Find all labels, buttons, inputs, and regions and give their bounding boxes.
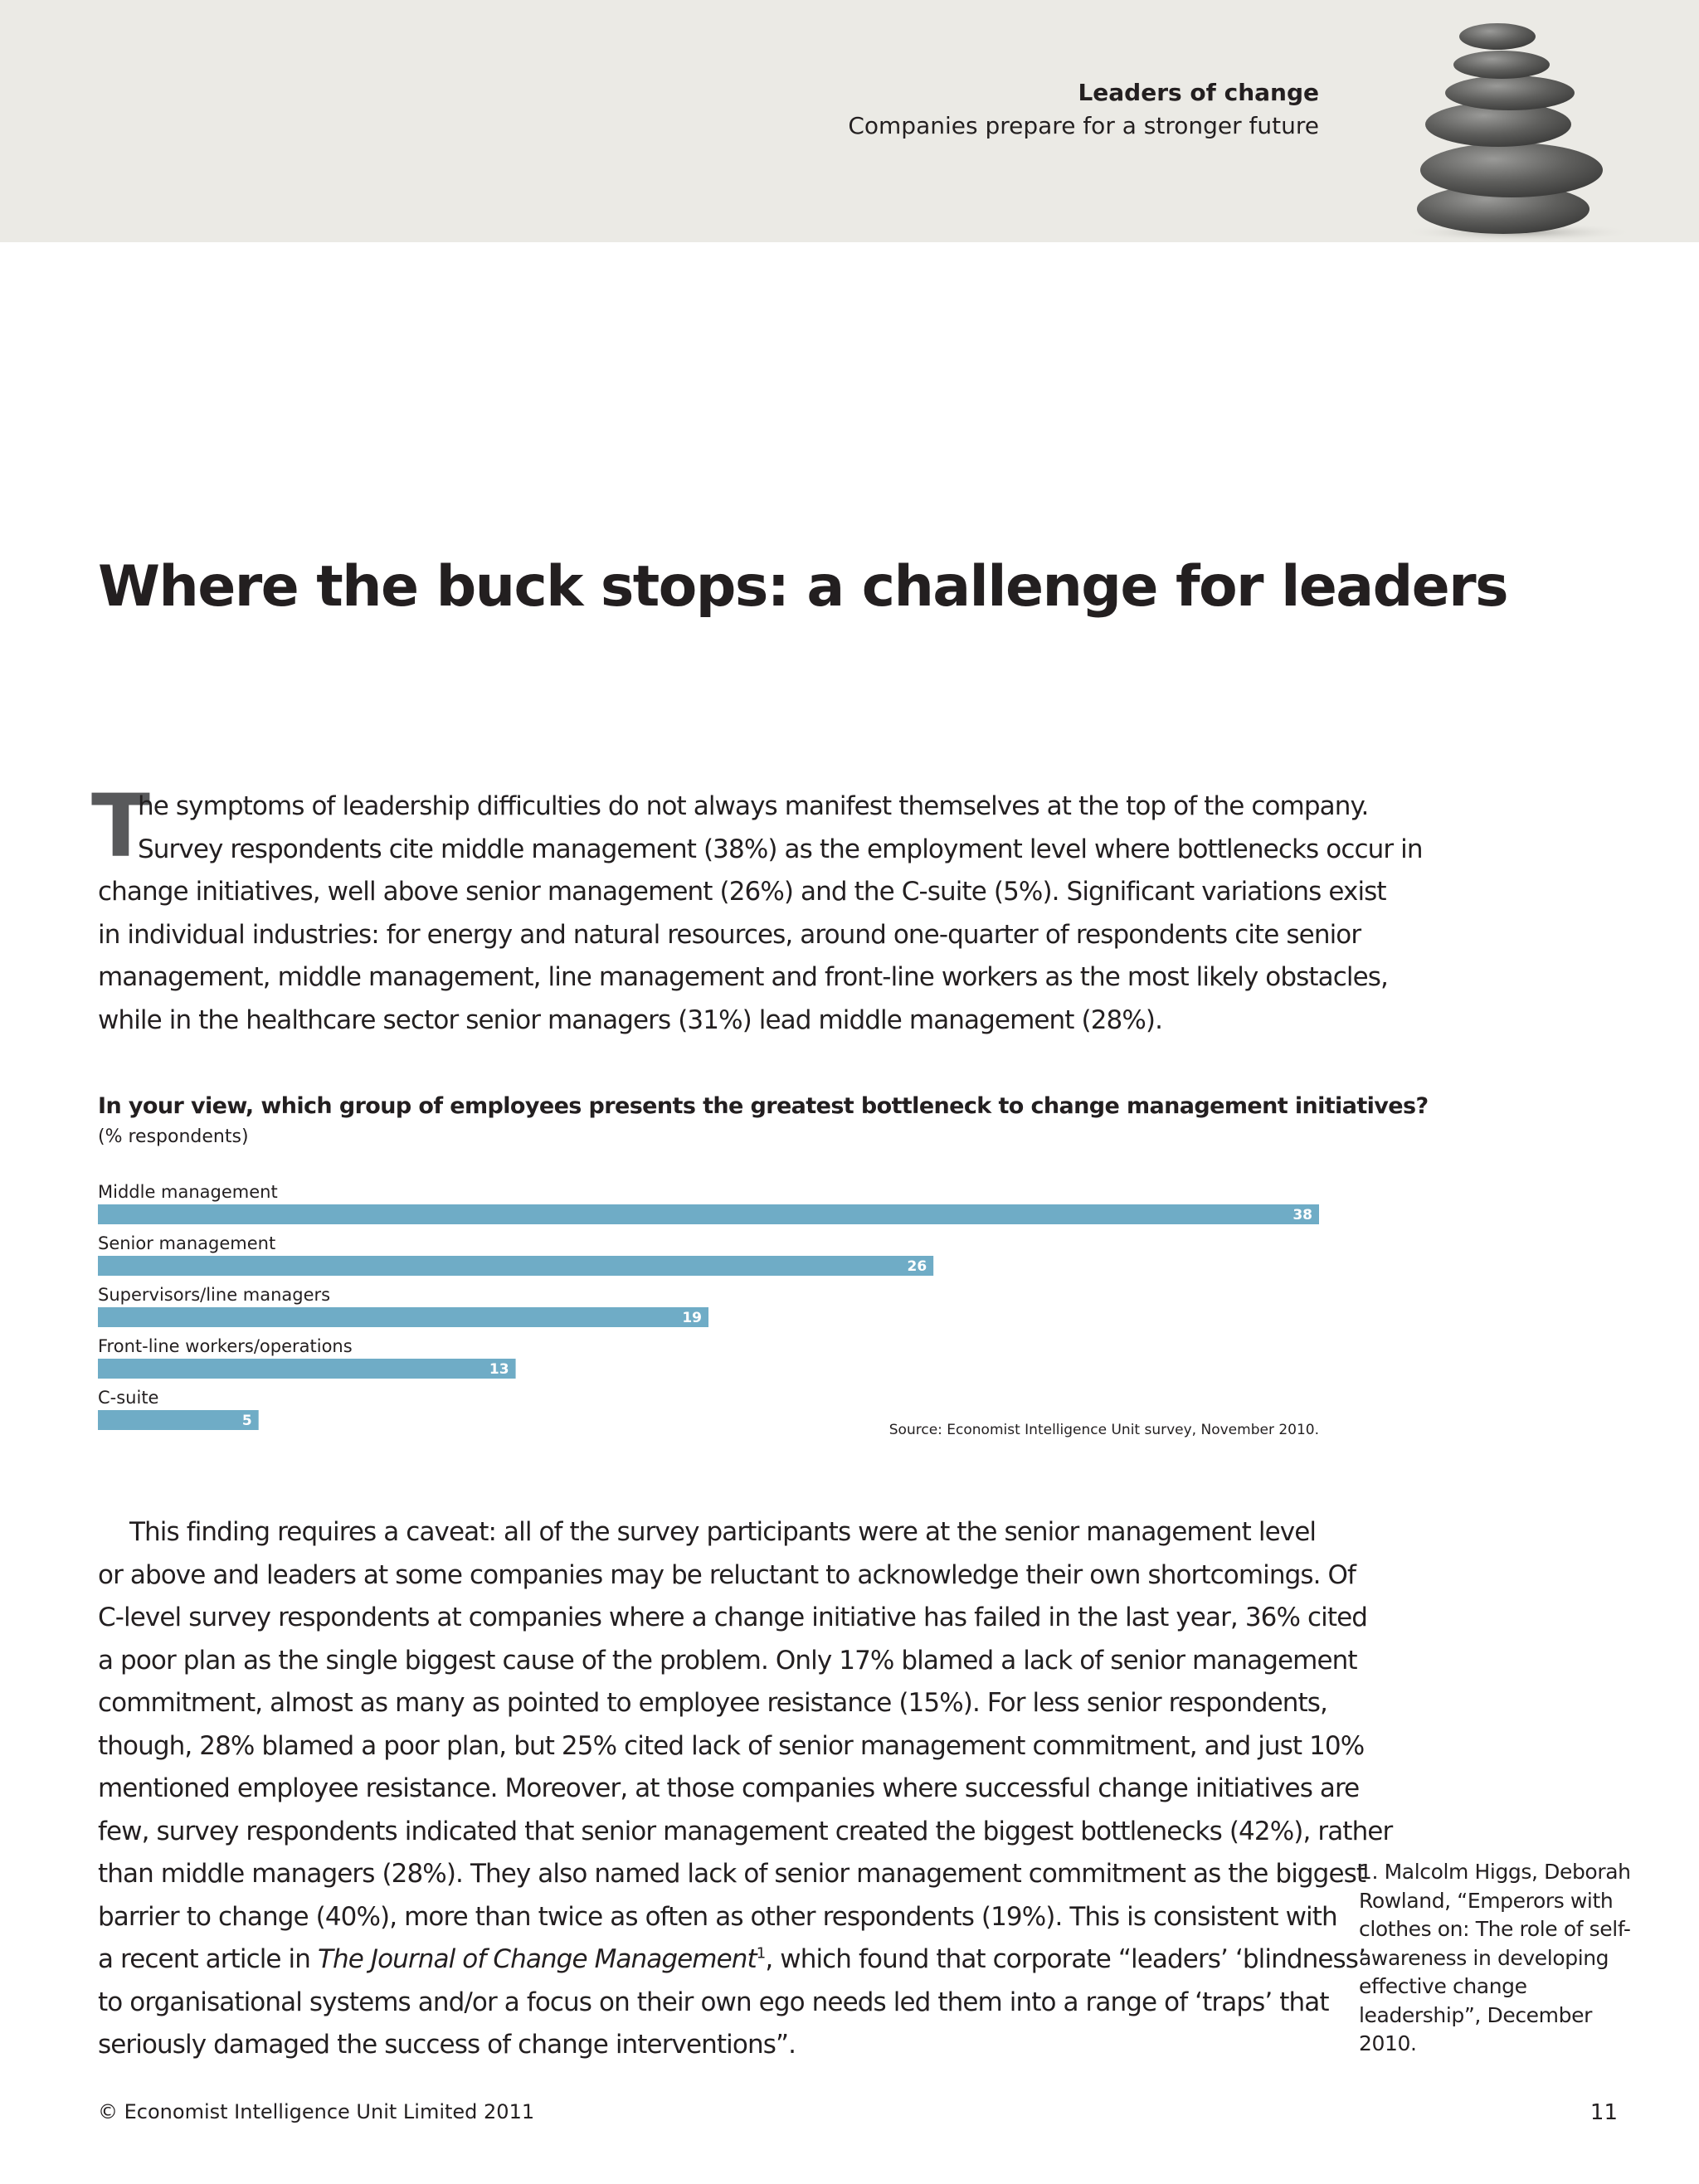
bar-category-label: C-suite — [98, 1388, 159, 1408]
running-header-subtitle: Companies prepare for a stronger future — [848, 112, 1319, 139]
bar — [98, 1204, 1319, 1224]
body-line: few, survey respondents indicated that senior management created the biggest bottlenecks (42%), rather — [98, 1816, 1393, 1846]
body-line: a poor plan as the single biggest cause of the problem. Only 17% blamed a lack of senior management — [98, 1645, 1357, 1676]
bar-value-label: 5 — [241, 1413, 252, 1429]
chart-unit-label: (% respondents) — [98, 1126, 249, 1147]
body-line: C-level survey respondents at companies where a change initiative has failed in the last year, 36% cited — [98, 1603, 1368, 1632]
intro-line: change initiatives, well above senior management (26%) and the C-suite (5%). Significant variations exist — [98, 877, 1386, 907]
body-line-citation — [98, 1938, 1366, 1982]
body-line: to organisational systems and/or a focus on their own ego needs led them into a range of ‘traps’ that — [98, 1987, 1329, 2017]
footnote-line: effective change — [1359, 1974, 1527, 1998]
bar — [98, 1359, 516, 1379]
footnote-ref: 1 — [756, 1944, 766, 1963]
bar — [98, 1256, 933, 1276]
body-line: seriously damaged the success of change interventions”. — [98, 2030, 796, 2060]
footnote — [1359, 1858, 1631, 2059]
bar-category-label: Front-line workers/operations — [98, 1336, 353, 1356]
bar-value-label: 13 — [489, 1361, 509, 1378]
body-line: or above and leaders at some companies may be reluctant to acknowledge their own shortcomings. Of — [98, 1559, 1356, 1590]
body-line: barrier to change (40%), more than twice as often as other respondents (19%). This is consistent with — [98, 1901, 1337, 1932]
body-line: though, 28% blamed a poor plan, but 25% cited lack of senior management commitment, and just 10% — [98, 1730, 1365, 1761]
running-header-title: Leaders of change — [1078, 79, 1319, 106]
drop-cap: T — [91, 776, 150, 877]
bar-value-label: 26 — [907, 1258, 927, 1275]
bar-value-label: 38 — [1293, 1207, 1312, 1223]
footnote-line: clothes on: The role of self- — [1359, 1917, 1631, 1941]
body-line: mentioned employee resistance. Moreover, at those companies where successful change initiatives are — [98, 1773, 1360, 1803]
bar-category-label: Senior management — [98, 1233, 276, 1253]
footnote-line: Rowland, “Emperors with — [1359, 1888, 1614, 1913]
intro-line: in individual industries: for energy and natural resources, around one-quarter of respondents cite senior — [98, 919, 1361, 950]
bar — [98, 1307, 708, 1327]
footnote-line: 2010. — [1359, 2031, 1417, 2055]
intro-line: he symptoms of leadership difficulties do not always manifest themselves at the top of the company. — [138, 791, 1369, 821]
footnote-line: leadership”, December — [1359, 2002, 1592, 2027]
footnote-line: 1. Malcolm Higgs, Deborah — [1359, 1860, 1631, 1884]
chart-title: In your view, which group of employees presents the greatest bottleneck to change management initiatives? — [98, 1093, 1429, 1119]
body-line: than middle managers (28%). They also named lack of senior management commitment as the biggest — [98, 1859, 1366, 1889]
bar-value-label: 19 — [682, 1310, 702, 1326]
intro-line: management, middle management, line management and front-line workers as the most likely obstacles, — [98, 962, 1388, 992]
body-line: This finding requires a caveat: all of the survey participants were at the senior management level — [129, 1517, 1317, 1547]
bar — [98, 1410, 259, 1430]
page-number: 11 — [1589, 2100, 1618, 2125]
bar-category-label: Supervisors/line managers — [98, 1285, 331, 1305]
body-line: commitment, almost as many as pointed to employee resistance (15%). For less senior respondents, — [98, 1688, 1327, 1718]
intro-line: while in the healthcare sector senior managers (31%) lead middle management (28%). — [98, 1004, 1163, 1035]
body-text: , which found that corporate “leaders’ ‘blindness’ — [765, 1944, 1366, 1974]
chart-source: Source: Economist Intelligence Unit survey, November 2010. — [888, 1422, 1319, 1438]
intro-line: Survey respondents cite middle management (38%) as the employment level where bottlenecks occur in — [138, 834, 1423, 864]
bar-category-label: Middle management — [98, 1182, 278, 1202]
journal-title: The Journal of Change Management — [317, 1944, 757, 1974]
footnote-line: awareness in developing — [1359, 1945, 1609, 1970]
page-title: Where the buck stops: a challenge for leaders — [98, 554, 1507, 620]
body-text: a recent article in — [98, 1944, 318, 1974]
copyright: © Economist Intelligence Unit Limited 2011 — [98, 2100, 535, 2123]
